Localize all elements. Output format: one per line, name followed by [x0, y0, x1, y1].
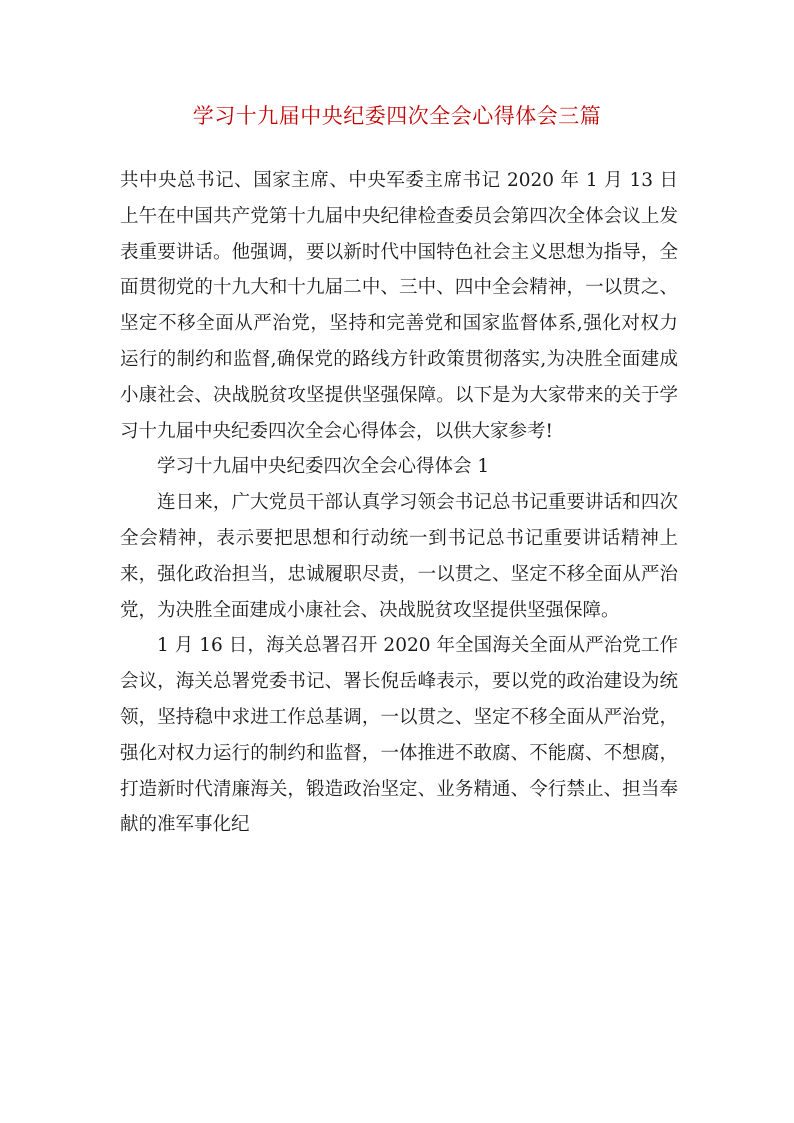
- body-paragraph-2: 1 月 16 日，海关总署召开 2020 年全国海关全面从严治党工作会议，海关总署党委书记、署长倪岳峰表示，要以党的政治建设为统领，坚持稳中求进工作总基调，一以贯之、坚定不移全面从严治党，强化对权力运行的制约和监督，一体推进不敢腐、不能腐、不想腐，打造新时代清廉海关，锻造政治坚定、业务精通、令行禁止、担当奉献的准军事化纪: [120, 635, 678, 836]
- document-body: [120, 163, 678, 843]
- document-title: 学习十九届中央纪委四次全会心得体会三篇: [192, 104, 602, 128]
- intro-paragraph: 共中央总书记、国家主席、中央军委主席书记 2020 年 1 月 13 日上午在中国共产党第十九届中央纪律检查委员会第四次全体会议上发表重要讲话。他强调，要以新时代中国特色社会主义思想为指导，全面贯彻党的十九大和十九届二中、三中、四中全会精神，一以贯之、坚定不移全面从严治党，坚持和完善党和国家监督体系,强化对权力运行的制约和监督,确保党的路线方针政策贯彻落实,为决胜全面建成小康社会、决战脱贫攻坚提供坚强保障。以下是为大家带来的关于学习十九届中央纪委四次全会心得体会，以供大家参考!: [120, 170, 678, 442]
- body-paragraph-1: 连日来，广大党员干部认真学习领会书记总书记重要讲话和四次全会精神，表示要把思想和行动统一到书记总书记重要讲话精神上来，强化政治担当，忠诚履职尽责，一以贯之、坚定不移全面从严治党，为决胜全面建成小康社会、决战脱贫攻坚提供坚强保障。: [120, 492, 678, 621]
- section-heading-1: 学习十九届中央纪委四次全会心得体会 1: [157, 456, 490, 478]
